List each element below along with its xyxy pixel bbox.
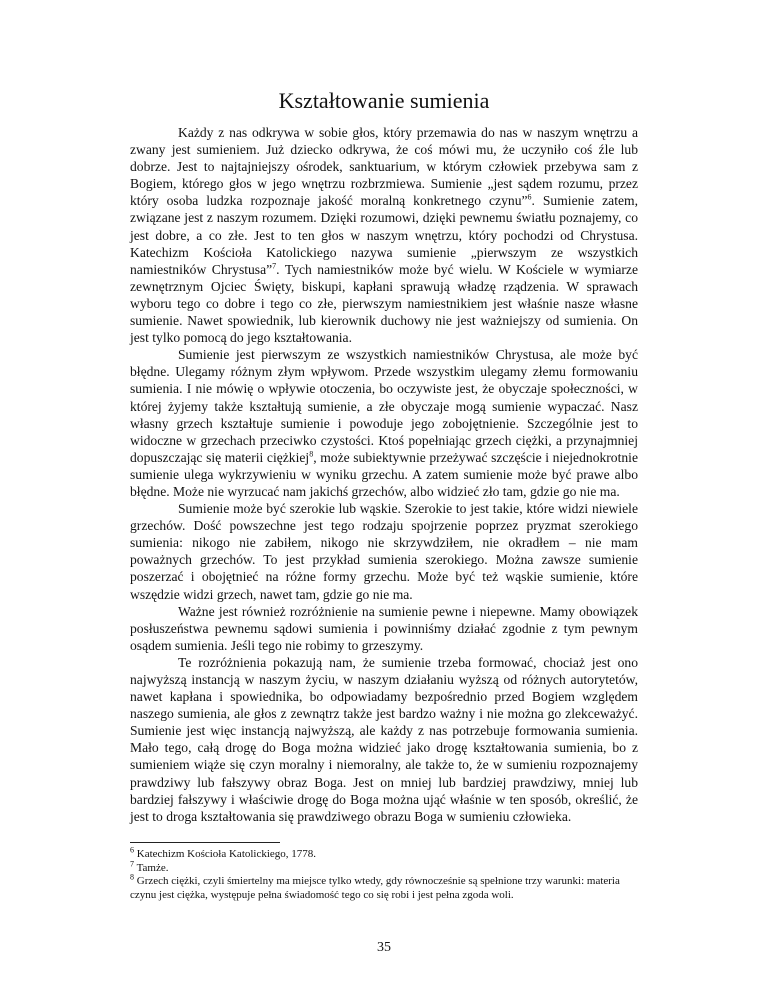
footnote-text: Katechizm Kościoła Katolickiego, 1778. [136,848,317,860]
page-title: Kształtowanie sumienia [278,88,490,113]
footnotes [130,845,638,902]
paragraph-3 [130,500,638,603]
footnote-text: Grzech ciężki, czyli śmiertelny ma miejsce tylko wtedy, gdy równocześnie są spełnione trzy warunki: materia czynu jest ciężka, występuje pełna świadomość tego co się robi i jest pełna zgoda woli. [130,875,620,901]
paragraph-2 [130,346,638,500]
footnote-ref-8[interactable]: 8 [309,449,314,459]
footnote-item [130,845,638,862]
footnote-item [130,858,638,876]
footnote-divider [130,842,280,843]
paragraph-text: Ważne jest również rozróżnienie na sumienie pewne i niepewne. Mamy obowiązek posłuszeństwa pewnemu sądowi sumienia i powinniśmy działać zgodnie z tym pewnym osądem sumienia. Jeśli tego nie robimy to grzeszymy. [130,603,638,653]
footnote-text: Tamże. [136,861,169,874]
paragraph-text: , może subiektywnie przeżywać szczęście i niejednokrotnie sumienie ulega wykrzywieniu w wyniku grzechu. A zatem sumienie może być prawe albo błędne. Może nie wyrzucać nam jakichś grzechów, albo widzieć zło tam, gdzie go nie ma. [130,449,638,499]
paragraph-5 [130,654,638,825]
paragraph-text: . Sumienie zatem, związane jest z naszym rozumem. Dzięki rozumowi, dzięki pewnemu światłu poznajemy, co jest dobre, a co złe. Jest to ten głos w naszym wnętrzu, który pochodzi od Chrystusa. Katechizm Kościoła Katolickiego nazywa sumienie „pierwszym ze wszystkich namiestników Chrystusa” [130,193,638,277]
page-content [130,88,638,825]
footnote-ref-7[interactable]: 7 [272,261,277,271]
footnote-item [130,872,638,902]
paragraph-text: Każdy z nas odkrywa w sobie głos, który przemawia do nas w naszym wnętrzu a zwany jest sumieniem. Już dziecko odkrywa, że coś mówi mu, że uczyniło coś źle lub dobrze. Jest to najtajniejszy ośrodek, sanktuarium, w którym człowiek przebywa sam z Bogiem, którego głos w jego wnętrzu rozbrzmiewa. Sumienie „jest sądem rozumu, przez który osoba ludzka rozpoznaje jakość moralną konkretnego czynu” [130,125,638,209]
page-number: 35 [377,940,391,955]
paragraph-text: . Tych namiestników może być wielu. W Kościele w wymiarze zewnętrznym Ojciec Święty, biskupi, kapłani sprawują władzę rządzenia. W sprawach wyboru tego co dobre i tego co złe, pierwszym namiestnikiem jest właśnie nasze własne sumienie. Nawet spowiednik, lub kierownik duchowy nie jest ważniejszy od sumienia. On jest tylko pomocą do jego kształtowania. [130,261,638,346]
footnote-number: 7 [130,858,134,868]
footnote-ref-6[interactable]: 6 [527,192,532,202]
footnote-number: 8 [130,872,134,882]
paragraph-1 [130,124,638,346]
paragraph-4 [130,603,638,654]
paragraph-text: Sumienie jest pierwszym ze wszystkich namiestników Chrystusa, ale może być błędne. Ulegamy różnym złym wpływom. Przede wszystkim ulegamy złemu formowaniu sumienia. I nie mówię o wpływie otoczenia, bo oczywiste jest, że obyczaje społeczności, w której żyjemy także kształtują sumienie, a złe obyczaje mogą sumienie wypaczać. Nasz własny grzech kształtuje sumienie i powoduje jego zobojętnienie. Szczególnie jest to widoczne w grzechach przeciwko czystości. Ktoś popełniając grzech ciężki, a przynajmniej dopuszczając się materii ciężkiej [130,347,638,465]
paragraph-text: Te rozróżnienia pokazują nam, że sumienie trzeba formować, chociaż jest ono najwyższą instancją w naszym życiu, w naszym działaniu wyższą od różnych autorytetów, nawet kapłana i spowiednika, bo odpowiadamy bezpośrednio przed Bogiem względem naszego sumienia, ale głos z zewnątrz także jest bardzo ważny i nie można go zlekceważyć. Sumienie jest więc instancją najwyższą, ale każdy z nas potrzebuje formowania sumienia. Mało tego, całą drogę do Boga można widzieć jako drogę kształtowania sumienia, bo z sumieniem wiąże się czyn moralny i niemoralny, ale także to, że w sumieniu rozpoznajemy prawdziwy lub fałszywy obraz Boga. Jest on mniej lub bardziej prawdziwy, mniej lub bardziej fałszywy i właściwie drogę do Boga można ująć właśnie w ten sposób, określić, że jest to droga kształtowania się prawdziwego obrazu Boga w sumieniu człowieka. [130,654,638,824]
footnote-number: 6 [130,845,134,855]
paragraph-text: Sumienie może być szerokie lub wąskie. Szerokie to jest takie, które widzi niewiele grzechów. Dość powszechne jest tego rodzaju spojrzenie poprzez pryzmat szerokiego sumienia: nikogo nie zabiłem, nikogo nie skrzywdziłem, nie okradłem – nie mam poważnych grzechów. To jest przykład sumienia szerokiego. Można zawsze sumienie poszerzać i obojętnieć na różne formy grzechu. Może być też wąskie sumienie, które wszędzie widzi grzech, nawet tam, gdzie go nie ma. [130,501,638,602]
body-text [130,124,638,825]
